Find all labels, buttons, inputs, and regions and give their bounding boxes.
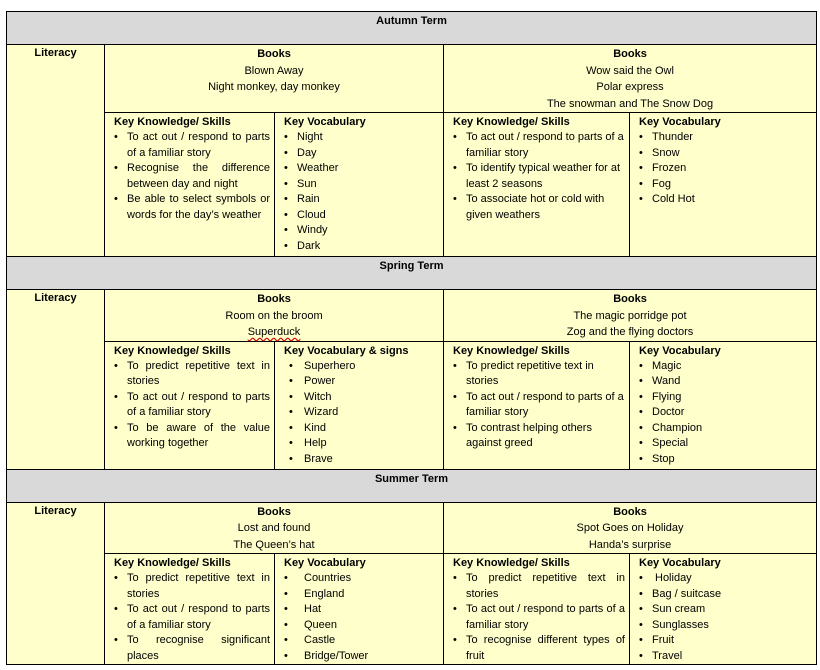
list-item: • Stop (639, 452, 812, 468)
vocab-heading: Key Vocabulary (284, 116, 366, 128)
term-header-row (7, 469, 817, 502)
vocab-list (284, 130, 439, 254)
list-item: • Help (289, 436, 439, 452)
list-item: • Day (284, 146, 439, 162)
skills-heading: Key Knowledge/ Skills (453, 557, 570, 569)
list-item: • To predict repetitive text in stories (114, 359, 270, 390)
book-title: The magic porridge pot (573, 309, 687, 322)
skills-list (453, 571, 625, 664)
term-title: Autumn Term (7, 12, 817, 45)
subject-label: Literacy (7, 45, 105, 257)
list-item: • To contrast helping others against greed (453, 421, 625, 452)
curriculum-table (6, 11, 817, 665)
list-item: • Flying (639, 390, 812, 406)
subject-label: Literacy (7, 290, 105, 470)
books-heading: Books (613, 505, 647, 518)
list-item: • To act out / respond to parts of a familiar story (453, 390, 625, 421)
list-item: • Snow (639, 146, 711, 162)
list-item: • Special (639, 436, 812, 452)
vocab-cell (630, 113, 817, 257)
list-item: • Brave (289, 452, 439, 468)
skills-list (114, 571, 270, 664)
list-item: • To predict repetitive text in stories (114, 571, 270, 602)
list-item: • Doctor (639, 405, 812, 421)
list-item: • Champion (639, 421, 812, 437)
book-title: Lost and found (237, 522, 311, 534)
list-item: • To act out / respond to parts of a familiar story (114, 390, 270, 421)
list-item: • To predict repetitive text in stories (453, 571, 625, 602)
books-heading: Books (257, 48, 291, 60)
vocab-heading: Key Vocabulary (639, 116, 721, 128)
list-item: • Bridge/Tower (284, 649, 439, 665)
book-title: Room on the broom (225, 309, 323, 322)
book-title: Wow said the Owl (586, 64, 674, 77)
skills-list (453, 359, 625, 452)
book-title: Spot Goes on Holiday (576, 522, 684, 534)
books-cell-right (444, 502, 817, 554)
vocab-heading: Key Vocabulary (639, 344, 721, 357)
books-cell-right (444, 290, 817, 342)
list-item: • Sun (284, 177, 439, 193)
book-title: Superduck (247, 326, 301, 338)
list-item: • Kind (289, 421, 439, 437)
list-item: • Countries (284, 571, 439, 587)
list-item: • Queen (284, 618, 439, 634)
list-item: • To recognise different types of fruit (453, 633, 625, 664)
list-item: • Wand (639, 374, 812, 390)
skills-cell (444, 113, 630, 257)
books-cell-left (105, 502, 444, 554)
list-item: • Cold Hot (639, 192, 711, 208)
list-item: • Holiday (639, 571, 812, 587)
books-heading: Books (257, 293, 291, 305)
books-heading: Books (613, 293, 647, 305)
list-item: • Windy (284, 223, 439, 239)
list-item: • Frozen (639, 161, 711, 177)
books-row (7, 290, 817, 342)
term-title: Summer Term (7, 469, 817, 502)
books-cell-left (105, 290, 444, 342)
book-title: Night monkey, day monkey (208, 81, 340, 93)
list-item: • Fog (639, 177, 711, 193)
skills-cell (105, 554, 275, 665)
book-title: The Queen’s hat (233, 538, 315, 551)
book-title: Handa’s surprise (588, 538, 672, 551)
vocab-cell (275, 554, 444, 665)
skills-cell (444, 341, 630, 469)
books-row (7, 45, 817, 113)
list-item: • Witch (289, 390, 439, 406)
curriculum-document (6, 11, 816, 665)
subject-label: Literacy (7, 502, 105, 665)
skills-heading: Key Knowledge/ Skills (453, 116, 570, 128)
vocab-heading: Key Vocabulary (639, 557, 721, 569)
list-item: • To identify typical weather for at least 2 seasons (453, 161, 625, 192)
list-item: • To recognise significant places (114, 633, 270, 664)
list-item: • Weather (284, 161, 439, 177)
list-item: • Rain (284, 192, 439, 208)
skills-list (114, 130, 270, 223)
vocab-cell (275, 341, 444, 469)
list-item: • Fruit (639, 633, 812, 649)
list-item: • Sun cream (639, 602, 812, 618)
book-title: The snowman and The Snow Dog (546, 97, 714, 110)
vocab-heading: Key Vocabulary & signs (284, 344, 409, 357)
books-cell-left (105, 45, 444, 113)
skills-heading: Key Knowledge/ Skills (114, 116, 231, 128)
list-item: • To act out / respond to parts of a familiar story (114, 130, 270, 161)
books-cell-right (444, 45, 817, 113)
list-item: • Power (289, 374, 439, 390)
list-item: • To associate hot or cold with given weathers (453, 192, 625, 223)
skills-heading: Key Knowledge/ Skills (114, 344, 231, 357)
list-item: • To predict repetitive text in stories (453, 359, 625, 390)
skills-cell (444, 554, 630, 665)
list-item: • Superhero (289, 359, 439, 375)
list-item: • To act out / respond to parts of a familiar story (453, 130, 625, 161)
vocab-list (639, 571, 812, 664)
list-item: • Hat (284, 602, 439, 618)
vocab-cell (630, 554, 817, 665)
books-row (7, 502, 817, 554)
list-item: • Sunglasses (639, 618, 812, 634)
list-item: • To act out / respond to parts of a familiar story (114, 602, 270, 633)
skills-cell (105, 341, 275, 469)
list-item: • England (284, 587, 439, 603)
skills-list (453, 130, 625, 223)
book-title: Blown Away (244, 64, 304, 77)
details-row (7, 113, 817, 257)
list-item: • Be able to select symbols or words for the day’s weather (114, 192, 270, 223)
list-item: • Travel (639, 649, 812, 665)
book-title: Polar express (596, 81, 664, 93)
term-title: Spring Term (7, 257, 817, 290)
list-item: • Bag / suitcase (639, 587, 812, 603)
details-row (7, 554, 817, 665)
list-item: • Recognise the difference between day and night (114, 161, 270, 192)
vocab-list (289, 359, 439, 468)
vocab-heading: Key Vocabulary (284, 557, 366, 569)
vocab-list (284, 571, 439, 664)
vocab-list (639, 130, 711, 208)
list-item: • Thunder (639, 130, 711, 146)
list-item: • To act out / respond to parts of a familiar story (453, 602, 625, 633)
list-item: • Cloud (284, 208, 439, 224)
books-heading: Books (257, 505, 291, 518)
skills-list (114, 359, 270, 452)
skills-heading: Key Knowledge/ Skills (453, 344, 570, 357)
books-heading: Books (613, 48, 647, 60)
vocab-cell (275, 113, 444, 257)
term-header-row (7, 12, 817, 45)
book-title: Zog and the flying doctors (566, 326, 694, 338)
skills-cell (105, 113, 275, 257)
details-row (7, 341, 817, 469)
vocab-list (639, 359, 812, 468)
list-item: • Night (284, 130, 439, 146)
list-item: • Magic (639, 359, 812, 375)
list-item: • To be aware of the value working together (114, 421, 270, 452)
vocab-cell (630, 341, 817, 469)
list-item: • Castle (284, 633, 439, 649)
term-header-row (7, 257, 817, 290)
list-item: • Dark (284, 239, 439, 255)
skills-heading: Key Knowledge/ Skills (114, 557, 231, 569)
list-item: • Wizard (289, 405, 439, 421)
